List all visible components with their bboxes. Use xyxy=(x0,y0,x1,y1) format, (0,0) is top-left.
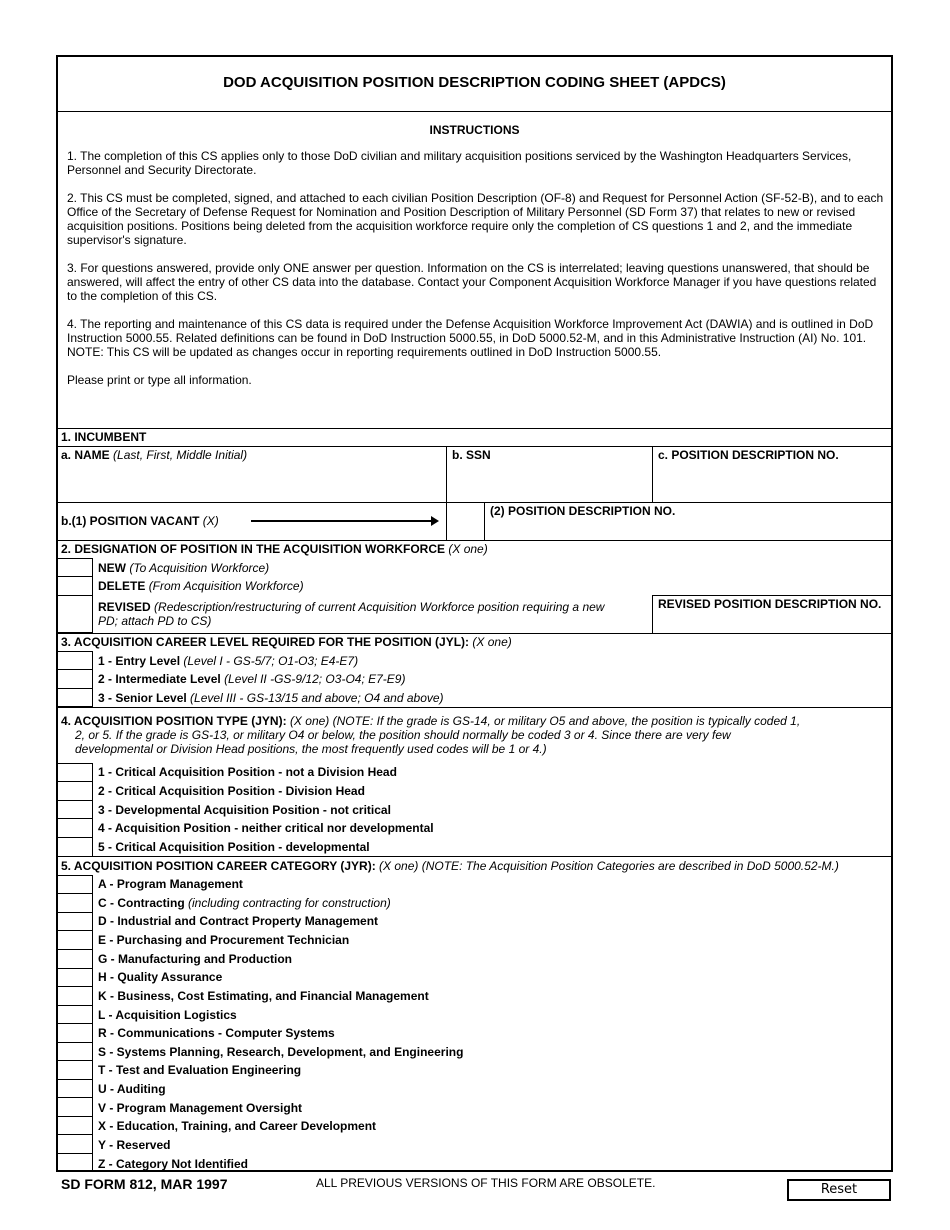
arrow-line xyxy=(251,520,437,522)
designation-revised-option xyxy=(98,600,604,614)
name-field-label xyxy=(61,448,247,462)
instruction-2: 2. This CS must be completed, signed, and attached to each civilian Position Description (OF-8) and Request for Personnel Action (SF-52-B), and to each Office of the Secretary of Defense Request for Nomination and Position Description of Military Personnel (SD Form 37) that relates to new or revised acquisition positions. Positions being deleted from the acquisition workforce require only the completion of CS questions 1 and 2, and the immediate supervisor's signature. xyxy=(67,191,884,247)
ssn-label: b. SSN xyxy=(452,448,491,462)
career-category-L-checkbox[interactable] xyxy=(56,1005,93,1024)
section3-hint: (X one) xyxy=(472,635,512,649)
position-vacant-checkbox[interactable] xyxy=(447,503,484,540)
section4-heading-row xyxy=(61,714,800,728)
position-description-no-input[interactable] xyxy=(654,464,891,500)
career-category-C-checkbox[interactable] xyxy=(56,893,93,913)
name-label: a. NAME xyxy=(61,448,110,462)
divider xyxy=(652,595,653,633)
designation-delete-label: DELETE xyxy=(98,579,146,593)
career-level-label: 3 - Senior Level xyxy=(98,691,187,705)
career-category-K-checkbox[interactable] xyxy=(56,986,93,1006)
position-type-4-checkbox[interactable] xyxy=(56,818,93,838)
divider xyxy=(56,428,893,429)
divider xyxy=(56,446,893,447)
section1-heading: 1. INCUMBENT xyxy=(61,430,147,444)
instruction-1: 1. The completion of this CS applies only to those DoD civilian and military acquisition positions serviced by the Washington Headquarters Services, Personnel and Security Directorate. xyxy=(67,149,852,177)
career-level-label: 1 - Entry Level xyxy=(98,654,181,668)
section4-note-line2: 2, or 5. If the grade is GS-13, or military O4 or below, the position should normally be coded 3 or 4. Since there are very few xyxy=(75,728,731,742)
designation-delete-hint: (From Acquisition Workforce) xyxy=(148,579,304,593)
career-category-option: L - Acquisition Logistics xyxy=(98,1008,237,1022)
career-category-option: K - Business, Cost Estimating, and Financial Management xyxy=(98,989,429,1003)
career-category-V-checkbox[interactable] xyxy=(56,1097,93,1117)
name-hint: (Last, First, Middle Initial) xyxy=(113,448,248,462)
career-level-hint: (Level II -GS-9/12; O3-O4; E7-E9) xyxy=(224,672,406,686)
position-type-2-checkbox[interactable] xyxy=(56,781,93,801)
instruction-3: 3. For questions answered, provide only ONE answer per question. Information on the CS is interrelated; leaving questions unanswered, that should be answered, will affect the entry of other CS data into the database. Contact your Component Acquisition Workforce Manager if you have questions related to the completion of this CS. xyxy=(67,261,877,303)
position-type-option: 4 - Acquisition Position - neither critical nor developmental xyxy=(98,821,434,835)
position-type-option: 5 - Critical Acquisition Position - developmental xyxy=(98,840,370,854)
career-category-option: D - Industrial and Contract Property Management xyxy=(98,914,379,928)
designation-revised-label: REVISED xyxy=(98,600,151,614)
career-level-1-checkbox[interactable] xyxy=(56,651,93,670)
position-description-no-2-input[interactable] xyxy=(486,520,891,540)
position-type-option: 2 - Critical Acquisition Position - Division Head xyxy=(98,784,365,798)
designation-new-checkbox[interactable] xyxy=(56,558,93,577)
section4-heading: 4. ACQUISITION POSITION TYPE (JYN): xyxy=(61,714,287,728)
career-category-option: V - Program Management Oversight xyxy=(98,1101,303,1115)
section3-heading: 3. ACQUISITION CAREER LEVEL REQUIRED FOR THE POSITION (JYL): xyxy=(61,635,470,649)
career-category-option-with-hint xyxy=(98,896,391,910)
position-description-no-label: c. POSITION DESCRIPTION NO. xyxy=(658,448,839,462)
section5-heading: 5. ACQUISITION POSITION CAREER CATEGORY (JYR): xyxy=(61,859,376,873)
designation-new-hint: (To Acquisition Workforce) xyxy=(129,561,270,575)
section3-heading-row xyxy=(61,635,512,649)
career-category-E-checkbox[interactable] xyxy=(56,930,93,950)
divider xyxy=(56,633,893,634)
arrow-right-icon xyxy=(431,516,439,526)
career-category-D-checkbox[interactable] xyxy=(56,912,93,931)
name-input[interactable] xyxy=(58,464,446,500)
instruction-4: 4. The reporting and maintenance of this CS data is required under the Defense Acquisition Workforce Improvement Act (DAWIA) and is outlined in DoD Instruction 5000.55. Related definitions can be found in DoD Instruction 5000.55, in DoD 5000.52-M, and in this Administrative Instruction (AI) No. 101. NOTE: This CS will be updated as changes occur in reporting requirements outlined in DoD Instruction 5000.55. xyxy=(67,317,874,359)
career-category-G-checkbox[interactable] xyxy=(56,949,93,969)
career-category-option: X - Education, Training, and Career Development xyxy=(98,1119,377,1133)
revised-pd-no-input[interactable] xyxy=(654,613,891,632)
obsolete-notice: ALL PREVIOUS VERSIONS OF THIS FORM ARE OBSOLETE. xyxy=(316,1176,656,1190)
designation-new-label: NEW xyxy=(98,561,126,575)
career-category-R-checkbox[interactable] xyxy=(56,1023,93,1043)
career-level-3-option xyxy=(98,691,444,705)
career-category-option: Z - Category Not Identified xyxy=(98,1157,248,1171)
position-description-no-2-label: (2) POSITION DESCRIPTION NO. xyxy=(490,504,676,518)
divider xyxy=(56,111,893,112)
section5-heading-row xyxy=(61,859,839,873)
position-vacant-label: b.(1) POSITION VACANT xyxy=(61,514,200,528)
career-category-Z-checkbox[interactable] xyxy=(56,1153,93,1172)
career-level-2-option xyxy=(98,672,405,686)
career-category-X-checkbox[interactable] xyxy=(56,1116,93,1135)
career-category-Y-checkbox[interactable] xyxy=(56,1134,93,1154)
section2-hint: (X one) xyxy=(448,542,488,556)
position-type-5-checkbox[interactable] xyxy=(56,837,93,857)
career-level-2-checkbox[interactable] xyxy=(56,669,93,689)
career-level-1-option xyxy=(98,654,358,668)
divider xyxy=(56,707,893,708)
career-category-option: H - Quality Assurance xyxy=(98,970,223,984)
career-category-option: R - Communications - Computer Systems xyxy=(98,1026,335,1040)
career-category-option: G - Manufacturing and Production xyxy=(98,952,292,966)
career-category-option: U - Auditing xyxy=(98,1082,166,1096)
designation-revised-hint-continued: PD; attach PD to CS) xyxy=(98,614,212,628)
reset-button[interactable]: Reset xyxy=(787,1179,891,1201)
designation-revised-checkbox[interactable] xyxy=(56,595,93,633)
career-category-H-checkbox[interactable] xyxy=(56,968,93,987)
career-level-hint: (Level I - GS-5/7; O1-O3; E4-E7) xyxy=(183,654,359,668)
career-category-option: E - Purchasing and Procurement Technician xyxy=(98,933,350,947)
career-category-U-checkbox[interactable] xyxy=(56,1079,93,1098)
career-category-option: S - Systems Planning, Research, Development, and Engineering xyxy=(98,1045,464,1059)
position-type-3-checkbox[interactable] xyxy=(56,800,93,819)
position-vacant-hint: (X) xyxy=(202,514,219,528)
form-number: SD FORM 812, MAR 1997 xyxy=(61,1176,228,1192)
designation-new-option xyxy=(98,561,269,575)
form-title: DOD ACQUISITION POSITION DESCRIPTION CODING SHEET (APDCS) xyxy=(223,74,726,91)
career-level-hint: (Level III - GS-13/15 and above; O4 and above) xyxy=(190,691,444,705)
position-vacant-field-label xyxy=(61,514,219,528)
instruction-5: Please print or type all information. xyxy=(67,373,252,387)
career-category-option: T - Test and Evaluation Engineering xyxy=(98,1063,302,1077)
career-level-label: 2 - Intermediate Level xyxy=(98,672,221,686)
career-category-T-checkbox[interactable] xyxy=(56,1060,93,1080)
position-type-option: 3 - Developmental Acquisition Position - not critical xyxy=(98,803,391,817)
position-type-option: 1 - Critical Acquisition Position - not a Division Head xyxy=(98,765,397,779)
designation-revised-hint: (Redescription/restructuring of current Acquisition Workforce position requiring a new xyxy=(154,600,605,614)
divider xyxy=(56,856,893,857)
career-category-A-checkbox[interactable] xyxy=(56,875,93,894)
career-category-option: A - Program Management xyxy=(98,877,243,891)
career-category-option: C - Contracting xyxy=(98,896,185,910)
section4-note: (X one) (NOTE: If the grade is GS-14, or military O5 and above, the position is typically coded 1, xyxy=(289,714,801,728)
section4-note-line3: developmental or Division Head positions, the most frequently used codes will be 1 or 4.) xyxy=(75,742,547,756)
divider xyxy=(652,446,653,502)
designation-delete-checkbox[interactable] xyxy=(56,576,93,596)
revised-pd-no-label: REVISED POSITION DESCRIPTION NO. xyxy=(658,597,882,611)
career-category-hint: (including contracting for construction) xyxy=(188,896,391,910)
divider xyxy=(56,540,893,541)
divider xyxy=(484,502,485,541)
section2-heading-row xyxy=(61,542,488,556)
career-level-3-checkbox[interactable] xyxy=(56,688,93,707)
career-category-option: Y - Reserved xyxy=(98,1138,171,1152)
ssn-input[interactable] xyxy=(448,464,651,500)
instructions-heading: INSTRUCTIONS xyxy=(429,123,520,137)
designation-delete-option xyxy=(98,579,304,593)
section5-note: (X one) (NOTE: The Acquisition Position Categories are described in DoD 5000.52-M.) xyxy=(379,859,839,873)
section2-heading: 2. DESIGNATION OF POSITION IN THE ACQUISITION WORKFORCE xyxy=(61,542,446,556)
career-category-S-checkbox[interactable] xyxy=(56,1042,93,1061)
divider xyxy=(652,595,893,596)
position-type-1-checkbox[interactable] xyxy=(56,763,93,782)
